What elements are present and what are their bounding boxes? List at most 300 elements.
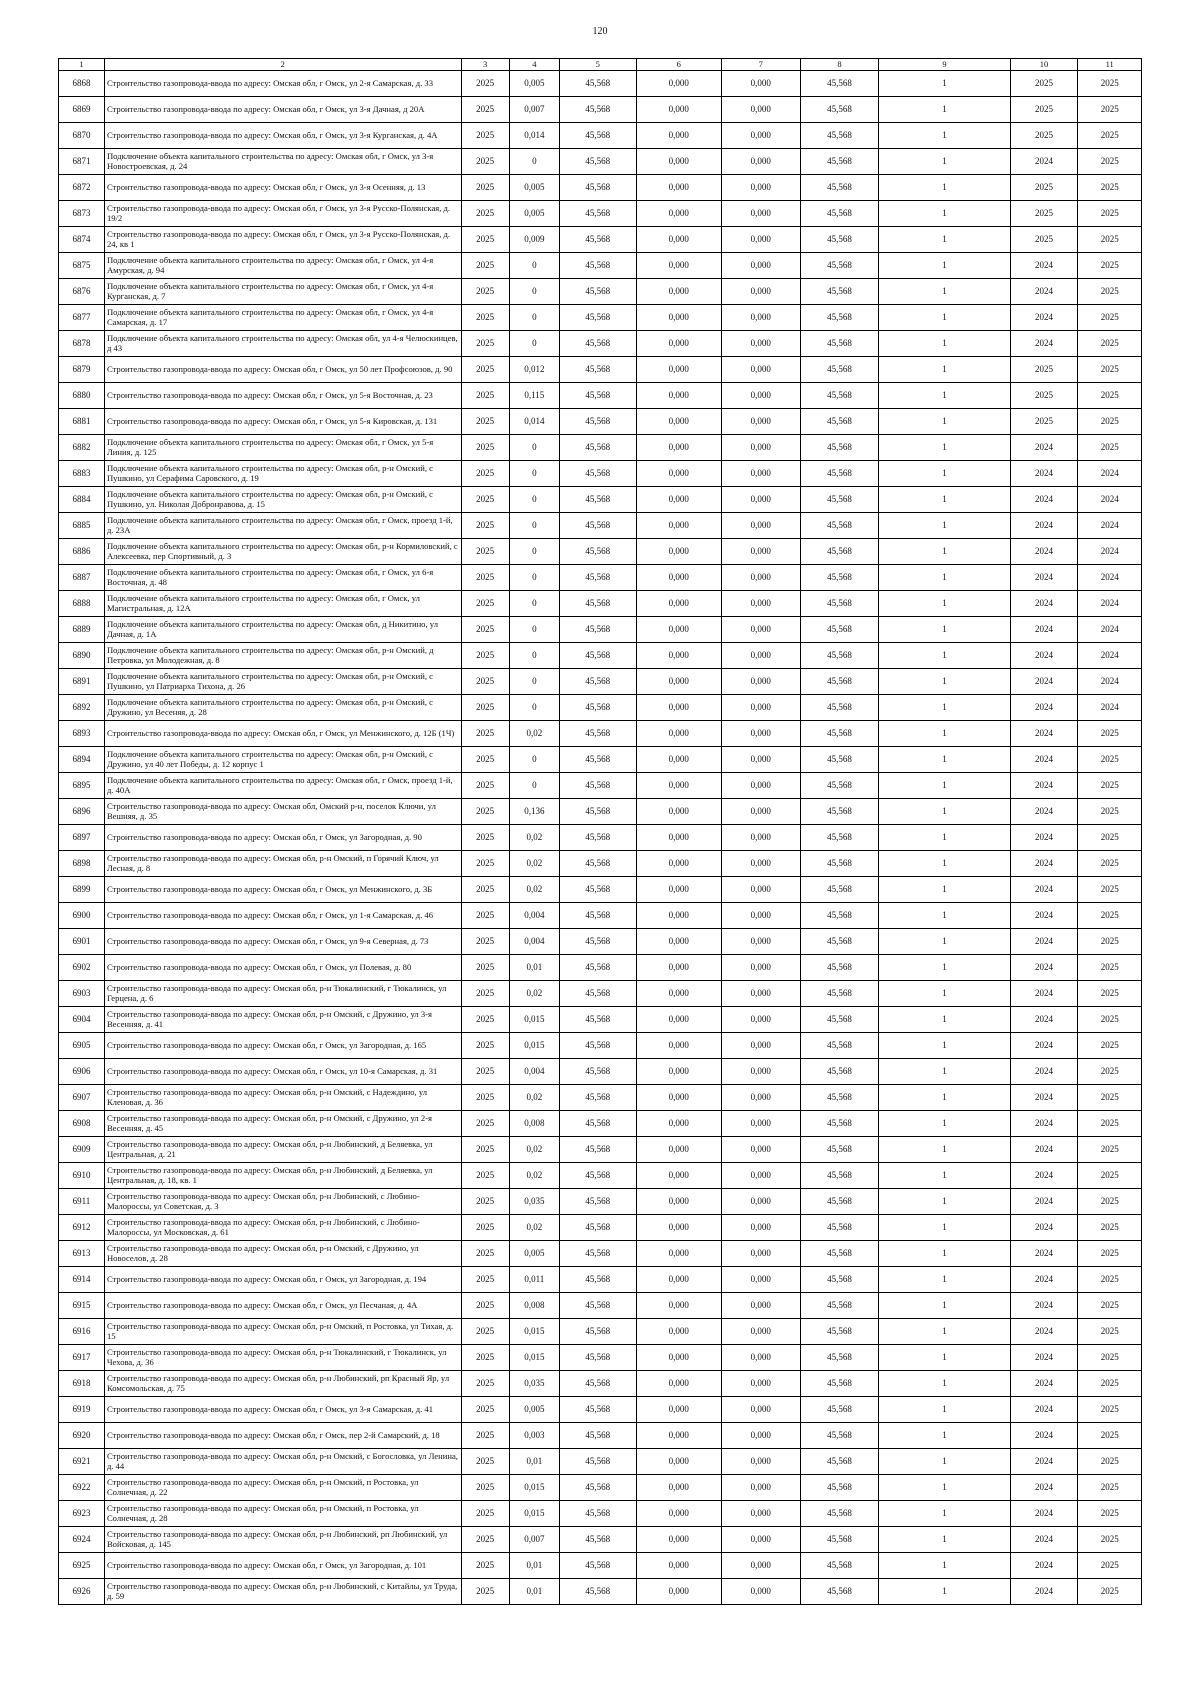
col-3-cell: 2025	[461, 851, 509, 877]
col-9-cell: 1	[879, 955, 1010, 981]
col-6-cell: 0,000	[636, 1293, 721, 1319]
col-7-cell: 0,000	[721, 929, 800, 955]
col-10-cell: 2024	[1010, 565, 1078, 591]
table-row	[59, 253, 1142, 279]
col-3-cell: 2025	[461, 1241, 509, 1267]
col-6-cell: 0,000	[636, 825, 721, 851]
description-cell: Строительство газопровода-ввода по адресу: Омская обл, г Омск, ул 10-я Самарская, д. 31	[104, 1059, 461, 1085]
col-5-cell: 45,568	[559, 1137, 636, 1163]
row-number-cell: 6874	[59, 227, 105, 253]
col-11-cell: 2024	[1078, 513, 1142, 539]
col-8-cell: 45,568	[800, 825, 879, 851]
col-11-cell: 2025	[1078, 227, 1142, 253]
col-9-cell: 1	[879, 331, 1010, 357]
col-5-cell: 45,568	[559, 669, 636, 695]
col-8-cell: 45,568	[800, 1241, 879, 1267]
row-number-cell: 6876	[59, 279, 105, 305]
col-7-cell: 0,000	[721, 97, 800, 123]
col-7-cell: 0,000	[721, 1033, 800, 1059]
col-3-cell: 2025	[461, 1345, 509, 1371]
col-5-cell: 45,568	[559, 1189, 636, 1215]
col-3-cell: 2025	[461, 1267, 509, 1293]
row-number-cell: 6877	[59, 305, 105, 331]
col-7-cell: 0,000	[721, 331, 800, 357]
col-10-cell: 2024	[1010, 799, 1078, 825]
col-5-cell: 45,568	[559, 1397, 636, 1423]
table-row	[59, 1007, 1142, 1033]
col-5-cell: 45,568	[559, 279, 636, 305]
col-11-cell: 2025	[1078, 201, 1142, 227]
col-10-cell: 2024	[1010, 253, 1078, 279]
col-3-cell: 2025	[461, 1033, 509, 1059]
col-4-cell: 0,02	[509, 851, 559, 877]
description-cell: Строительство газопровода-ввода по адресу: Омская обл, г Омск, ул 3-я Самарская, д. 41	[104, 1397, 461, 1423]
col-10-cell: 2024	[1010, 513, 1078, 539]
col-6-cell: 0,000	[636, 201, 721, 227]
col-10-cell: 2024	[1010, 877, 1078, 903]
col-10-cell: 2024	[1010, 149, 1078, 175]
col-10-cell: 2024	[1010, 1163, 1078, 1189]
col-3-cell: 2025	[461, 1215, 509, 1241]
col-3-cell: 2025	[461, 617, 509, 643]
col-7-cell: 0,000	[721, 1241, 800, 1267]
col-4-cell: 0	[509, 331, 559, 357]
col-11-cell: 2025	[1078, 253, 1142, 279]
description-cell: Строительство газопровода-ввода по адресу: Омская обл, г Омск, ул Загородная, д. 194	[104, 1267, 461, 1293]
description-cell: Подключение объекта капитального строительства по адресу: Омская обл, г Омск, ул 6-я Восточная, д. 48	[104, 565, 461, 591]
table-row	[59, 435, 1142, 461]
col-6-cell: 0,000	[636, 123, 721, 149]
table-row	[59, 1423, 1142, 1449]
col-4-cell: 0,015	[509, 1501, 559, 1527]
col-5-cell: 45,568	[559, 513, 636, 539]
col-9-cell: 1	[879, 903, 1010, 929]
col-5-cell: 45,568	[559, 747, 636, 773]
col-7-cell: 0,000	[721, 643, 800, 669]
col-9-cell: 1	[879, 97, 1010, 123]
col-6-cell: 0,000	[636, 97, 721, 123]
col-11-cell: 2025	[1078, 1293, 1142, 1319]
row-number-cell: 6870	[59, 123, 105, 149]
col-11-cell: 2025	[1078, 1215, 1142, 1241]
col-6-cell: 0,000	[636, 487, 721, 513]
col-9-cell: 1	[879, 1293, 1010, 1319]
col-8-cell: 45,568	[800, 591, 879, 617]
col-10-cell: 2024	[1010, 1423, 1078, 1449]
col-3-cell: 2025	[461, 1007, 509, 1033]
col-8-cell: 45,568	[800, 435, 879, 461]
col-6-cell: 0,000	[636, 253, 721, 279]
col-6-cell: 0,000	[636, 669, 721, 695]
col-7-cell: 0,000	[721, 1215, 800, 1241]
col-10-cell: 2024	[1010, 955, 1078, 981]
col-3-cell: 2025	[461, 695, 509, 721]
description-cell: Строительство газопровода-ввода по адресу: Омская обл, р-н Омский, с Дружино, ул 2-я Весенняя, д. 45	[104, 1111, 461, 1137]
table-header-row	[59, 59, 1142, 71]
col-3-cell: 2025	[461, 1423, 509, 1449]
col-6-cell: 0,000	[636, 1163, 721, 1189]
col-9-cell: 1	[879, 799, 1010, 825]
description-cell: Строительство газопровода-ввода по адресу: Омская обл, г Омск, ул 5-я Восточная, д. 23	[104, 383, 461, 409]
col-11-cell: 2025	[1078, 435, 1142, 461]
col-9-cell: 1	[879, 123, 1010, 149]
col-3-cell: 2025	[461, 1319, 509, 1345]
table-row	[59, 1111, 1142, 1137]
col-8-cell: 45,568	[800, 1397, 879, 1423]
col-3-cell: 2025	[461, 71, 509, 97]
col-11-cell: 2025	[1078, 773, 1142, 799]
col-11-cell: 2025	[1078, 1163, 1142, 1189]
col-6-cell: 0,000	[636, 305, 721, 331]
col-7-cell: 0,000	[721, 71, 800, 97]
table-row	[59, 955, 1142, 981]
col-4-cell: 0	[509, 253, 559, 279]
col-10-cell: 2024	[1010, 539, 1078, 565]
col-3-cell: 2025	[461, 383, 509, 409]
col-11-cell: 2025	[1078, 97, 1142, 123]
table-row	[59, 1189, 1142, 1215]
row-number-cell: 6925	[59, 1553, 105, 1579]
table-row	[59, 1579, 1142, 1605]
description-cell: Строительство газопровода-ввода по адресу: Омская обл, г Омск, ул 3-я Русско-Полянская, д. 19/2	[104, 201, 461, 227]
col-11-cell: 2025	[1078, 929, 1142, 955]
col-8-cell: 45,568	[800, 513, 879, 539]
col-7-cell: 0,000	[721, 1579, 800, 1605]
header-col-3: 3	[461, 59, 509, 71]
col-9-cell: 1	[879, 1111, 1010, 1137]
col-6-cell: 0,000	[636, 929, 721, 955]
col-5-cell: 45,568	[559, 305, 636, 331]
col-3-cell: 2025	[461, 305, 509, 331]
col-6-cell: 0,000	[636, 903, 721, 929]
description-cell: Подключение объекта капитального строительства по адресу: Омская обл, р-н Омский, с Пушкино, ул Патриарха Тихона, д. 26	[104, 669, 461, 695]
col-10-cell: 2024	[1010, 279, 1078, 305]
col-3-cell: 2025	[461, 565, 509, 591]
col-8-cell: 45,568	[800, 799, 879, 825]
table-row	[59, 305, 1142, 331]
description-cell: Строительство газопровода-ввода по адресу: Омская обл, г Омск, ул 1-я Самарская, д. 46	[104, 903, 461, 929]
col-6-cell: 0,000	[636, 513, 721, 539]
description-cell: Строительство газопровода-ввода по адресу: Омская обл, р-н Любинский, рп Красный Яр, ул Комсомольская, д. 75	[104, 1371, 461, 1397]
row-number-cell: 6875	[59, 253, 105, 279]
col-11-cell: 2025	[1078, 1501, 1142, 1527]
table-row	[59, 695, 1142, 721]
col-5-cell: 45,568	[559, 97, 636, 123]
col-6-cell: 0,000	[636, 435, 721, 461]
col-11-cell: 2025	[1078, 1033, 1142, 1059]
col-6-cell: 0,000	[636, 643, 721, 669]
col-5-cell: 45,568	[559, 201, 636, 227]
table-row	[59, 617, 1142, 643]
col-6-cell: 0,000	[636, 981, 721, 1007]
col-8-cell: 45,568	[800, 747, 879, 773]
col-3-cell: 2025	[461, 1059, 509, 1085]
col-3-cell: 2025	[461, 669, 509, 695]
col-7-cell: 0,000	[721, 1397, 800, 1423]
col-11-cell: 2025	[1078, 1527, 1142, 1553]
table-row	[59, 1267, 1142, 1293]
col-7-cell: 0,000	[721, 981, 800, 1007]
col-4-cell: 0,004	[509, 929, 559, 955]
col-6-cell: 0,000	[636, 1111, 721, 1137]
col-5-cell: 45,568	[559, 565, 636, 591]
col-4-cell: 0	[509, 565, 559, 591]
table-row	[59, 123, 1142, 149]
description-cell: Строительство газопровода-ввода по адресу: Омская обл, г Омск, ул Менжинского, д. 3Б	[104, 877, 461, 903]
col-3-cell: 2025	[461, 149, 509, 175]
col-11-cell: 2025	[1078, 409, 1142, 435]
col-7-cell: 0,000	[721, 1449, 800, 1475]
description-cell: Подключение объекта капитального строительства по адресу: Омская обл, г Омск, проезд 1-й, д. 23А	[104, 513, 461, 539]
col-10-cell: 2024	[1010, 1475, 1078, 1501]
col-6-cell: 0,000	[636, 1527, 721, 1553]
col-7-cell: 0,000	[721, 773, 800, 799]
row-number-cell: 6895	[59, 773, 105, 799]
col-8-cell: 45,568	[800, 461, 879, 487]
col-4-cell: 0	[509, 487, 559, 513]
col-7-cell: 0,000	[721, 903, 800, 929]
row-number-cell: 6868	[59, 71, 105, 97]
col-10-cell: 2025	[1010, 357, 1078, 383]
description-cell: Строительство газопровода-ввода по адресу: Омская обл, г Омск, ул 5-я Кировская, д. 131	[104, 409, 461, 435]
row-number-cell: 6898	[59, 851, 105, 877]
col-5-cell: 45,568	[559, 981, 636, 1007]
col-10-cell: 2024	[1010, 1319, 1078, 1345]
col-7-cell: 0,000	[721, 253, 800, 279]
row-number-cell: 6910	[59, 1163, 105, 1189]
col-9-cell: 1	[879, 669, 1010, 695]
col-5-cell: 45,568	[559, 175, 636, 201]
col-5-cell: 45,568	[559, 929, 636, 955]
col-8-cell: 45,568	[800, 721, 879, 747]
col-8-cell: 45,568	[800, 1371, 879, 1397]
row-number-cell: 6902	[59, 955, 105, 981]
col-10-cell: 2024	[1010, 331, 1078, 357]
col-8-cell: 45,568	[800, 1033, 879, 1059]
col-11-cell: 2025	[1078, 175, 1142, 201]
col-7-cell: 0,000	[721, 1163, 800, 1189]
col-7-cell: 0,000	[721, 305, 800, 331]
col-7-cell: 0,000	[721, 1137, 800, 1163]
col-9-cell: 1	[879, 71, 1010, 97]
col-4-cell: 0	[509, 591, 559, 617]
col-3-cell: 2025	[461, 1111, 509, 1137]
col-8-cell: 45,568	[800, 643, 879, 669]
table-row	[59, 357, 1142, 383]
col-7-cell: 0,000	[721, 955, 800, 981]
col-10-cell: 2024	[1010, 305, 1078, 331]
col-6-cell: 0,000	[636, 461, 721, 487]
table-row	[59, 669, 1142, 695]
col-8-cell: 45,568	[800, 877, 879, 903]
row-number-cell: 6915	[59, 1293, 105, 1319]
col-4-cell: 0,136	[509, 799, 559, 825]
col-9-cell: 1	[879, 461, 1010, 487]
col-3-cell: 2025	[461, 1475, 509, 1501]
col-3-cell: 2025	[461, 513, 509, 539]
col-4-cell: 0	[509, 773, 559, 799]
col-9-cell: 1	[879, 1163, 1010, 1189]
col-10-cell: 2024	[1010, 903, 1078, 929]
table-row	[59, 825, 1142, 851]
description-cell: Строительство газопровода-ввода по адресу: Омская обл, р-н Тюкалинский, г Тюкалинск, ул Герцена, д. 6	[104, 981, 461, 1007]
col-5-cell: 45,568	[559, 123, 636, 149]
col-10-cell: 2024	[1010, 1579, 1078, 1605]
col-10-cell: 2024	[1010, 1007, 1078, 1033]
col-4-cell: 0,003	[509, 1423, 559, 1449]
col-4-cell: 0	[509, 643, 559, 669]
col-9-cell: 1	[879, 1267, 1010, 1293]
table-row	[59, 1527, 1142, 1553]
col-7-cell: 0,000	[721, 825, 800, 851]
row-number-cell: 6905	[59, 1033, 105, 1059]
col-10-cell: 2024	[1010, 435, 1078, 461]
row-number-cell: 6919	[59, 1397, 105, 1423]
row-number-cell: 6890	[59, 643, 105, 669]
col-8-cell: 45,568	[800, 1267, 879, 1293]
col-5-cell: 45,568	[559, 357, 636, 383]
description-cell: Строительство газопровода-ввода по адресу: Омская обл, р-н Омский, п Ростовка, ул Солнечная, д. 28	[104, 1501, 461, 1527]
col-6-cell: 0,000	[636, 1501, 721, 1527]
description-cell: Строительство газопровода-ввода по адресу: Омская обл, г Омск, ул Полевая, д. 80	[104, 955, 461, 981]
col-8-cell: 45,568	[800, 1163, 879, 1189]
col-5-cell: 45,568	[559, 1345, 636, 1371]
row-number-cell: 6879	[59, 357, 105, 383]
col-11-cell: 2024	[1078, 669, 1142, 695]
col-8-cell: 45,568	[800, 357, 879, 383]
col-8-cell: 45,568	[800, 1527, 879, 1553]
col-5-cell: 45,568	[559, 71, 636, 97]
header-col-6: 6	[636, 59, 721, 71]
col-10-cell: 2025	[1010, 71, 1078, 97]
col-4-cell: 0,015	[509, 1475, 559, 1501]
col-9-cell: 1	[879, 643, 1010, 669]
col-7-cell: 0,000	[721, 227, 800, 253]
col-6-cell: 0,000	[636, 1475, 721, 1501]
col-8-cell: 45,568	[800, 149, 879, 175]
row-number-cell: 6888	[59, 591, 105, 617]
col-10-cell: 2024	[1010, 1085, 1078, 1111]
description-cell: Подключение объекта капитального строительства по адресу: Омская обл, р-н Омский, с Пушкино, ул. Николая Добронравова, д. 15	[104, 487, 461, 513]
description-cell: Подключение объекта капитального строительства по адресу: Омская обл, д Никитино, ул Дачная, д. 1А	[104, 617, 461, 643]
col-4-cell: 0,015	[509, 1345, 559, 1371]
table-row	[59, 643, 1142, 669]
col-7-cell: 0,000	[721, 1553, 800, 1579]
table-row	[59, 1501, 1142, 1527]
col-6-cell: 0,000	[636, 1215, 721, 1241]
description-cell: Строительство газопровода-ввода по адресу: Омская обл, р-н Омский, с Дружино, ул Новоселов, д. 28	[104, 1241, 461, 1267]
registry-table	[58, 58, 1142, 1605]
col-3-cell: 2025	[461, 1449, 509, 1475]
row-number-cell: 6873	[59, 201, 105, 227]
row-number-cell: 6886	[59, 539, 105, 565]
col-7-cell: 0,000	[721, 123, 800, 149]
col-4-cell: 0,014	[509, 123, 559, 149]
col-11-cell: 2024	[1078, 617, 1142, 643]
col-6-cell: 0,000	[636, 331, 721, 357]
col-9-cell: 1	[879, 721, 1010, 747]
table-row	[59, 1553, 1142, 1579]
col-4-cell: 0	[509, 695, 559, 721]
col-4-cell: 0,01	[509, 1579, 559, 1605]
col-3-cell: 2025	[461, 357, 509, 383]
col-11-cell: 2024	[1078, 539, 1142, 565]
col-4-cell: 0,011	[509, 1267, 559, 1293]
col-5-cell: 45,568	[559, 1241, 636, 1267]
col-8-cell: 45,568	[800, 851, 879, 877]
col-4-cell: 0,005	[509, 1241, 559, 1267]
col-10-cell: 2024	[1010, 695, 1078, 721]
description-cell: Строительство газопровода-ввода по адресу: Омская обл, Омский р-н, поселок Ключи, ул Вешняя, д. 35	[104, 799, 461, 825]
table-row	[59, 877, 1142, 903]
col-6-cell: 0,000	[636, 721, 721, 747]
col-7-cell: 0,000	[721, 1007, 800, 1033]
col-7-cell: 0,000	[721, 1111, 800, 1137]
col-4-cell: 0,014	[509, 409, 559, 435]
row-number-cell: 6869	[59, 97, 105, 123]
col-4-cell: 0,035	[509, 1371, 559, 1397]
row-number-cell: 6885	[59, 513, 105, 539]
col-11-cell: 2025	[1078, 123, 1142, 149]
col-8-cell: 45,568	[800, 903, 879, 929]
col-4-cell: 0,015	[509, 1033, 559, 1059]
col-4-cell: 0	[509, 279, 559, 305]
col-5-cell: 45,568	[559, 1267, 636, 1293]
col-3-cell: 2025	[461, 747, 509, 773]
col-9-cell: 1	[879, 227, 1010, 253]
col-8-cell: 45,568	[800, 305, 879, 331]
description-cell: Строительство газопровода-ввода по адресу: Омская обл, г Омск, ул 3-я Осенняя, д. 13	[104, 175, 461, 201]
col-9-cell: 1	[879, 851, 1010, 877]
row-number-cell: 6923	[59, 1501, 105, 1527]
col-4-cell: 0,007	[509, 1527, 559, 1553]
col-10-cell: 2024	[1010, 1215, 1078, 1241]
col-4-cell: 0,02	[509, 877, 559, 903]
col-4-cell: 0,008	[509, 1111, 559, 1137]
description-cell: Строительство газопровода-ввода по адресу: Омская обл, р-н Тюкалинский, г Тюкалинск, ул Чехова, д. 36	[104, 1345, 461, 1371]
col-5-cell: 45,568	[559, 1423, 636, 1449]
row-number-cell: 6912	[59, 1215, 105, 1241]
col-10-cell: 2025	[1010, 123, 1078, 149]
col-9-cell: 1	[879, 1501, 1010, 1527]
col-4-cell: 0,005	[509, 1397, 559, 1423]
col-11-cell: 2025	[1078, 1241, 1142, 1267]
table-row	[59, 799, 1142, 825]
col-9-cell: 1	[879, 981, 1010, 1007]
col-9-cell: 1	[879, 747, 1010, 773]
col-11-cell: 2024	[1078, 461, 1142, 487]
col-3-cell: 2025	[461, 591, 509, 617]
description-cell: Подключение объекта капитального строительства по адресу: Омская обл, г Омск, ул Магистральная, д. 12А	[104, 591, 461, 617]
col-6-cell: 0,000	[636, 1033, 721, 1059]
col-5-cell: 45,568	[559, 1579, 636, 1605]
col-5-cell: 45,568	[559, 955, 636, 981]
col-4-cell: 0,015	[509, 1319, 559, 1345]
table-row	[59, 1449, 1142, 1475]
header-col-7: 7	[721, 59, 800, 71]
col-9-cell: 1	[879, 383, 1010, 409]
col-11-cell: 2025	[1078, 955, 1142, 981]
row-number-cell: 6914	[59, 1267, 105, 1293]
table-row	[59, 903, 1142, 929]
col-11-cell: 2025	[1078, 1137, 1142, 1163]
col-4-cell: 0,01	[509, 1553, 559, 1579]
description-cell: Строительство газопровода-ввода по адресу: Омская обл, р-н Омский, с Богословка, ул Ленина, д. 44	[104, 1449, 461, 1475]
row-number-cell: 6899	[59, 877, 105, 903]
col-10-cell: 2024	[1010, 1449, 1078, 1475]
table-row	[59, 1475, 1142, 1501]
col-6-cell: 0,000	[636, 617, 721, 643]
